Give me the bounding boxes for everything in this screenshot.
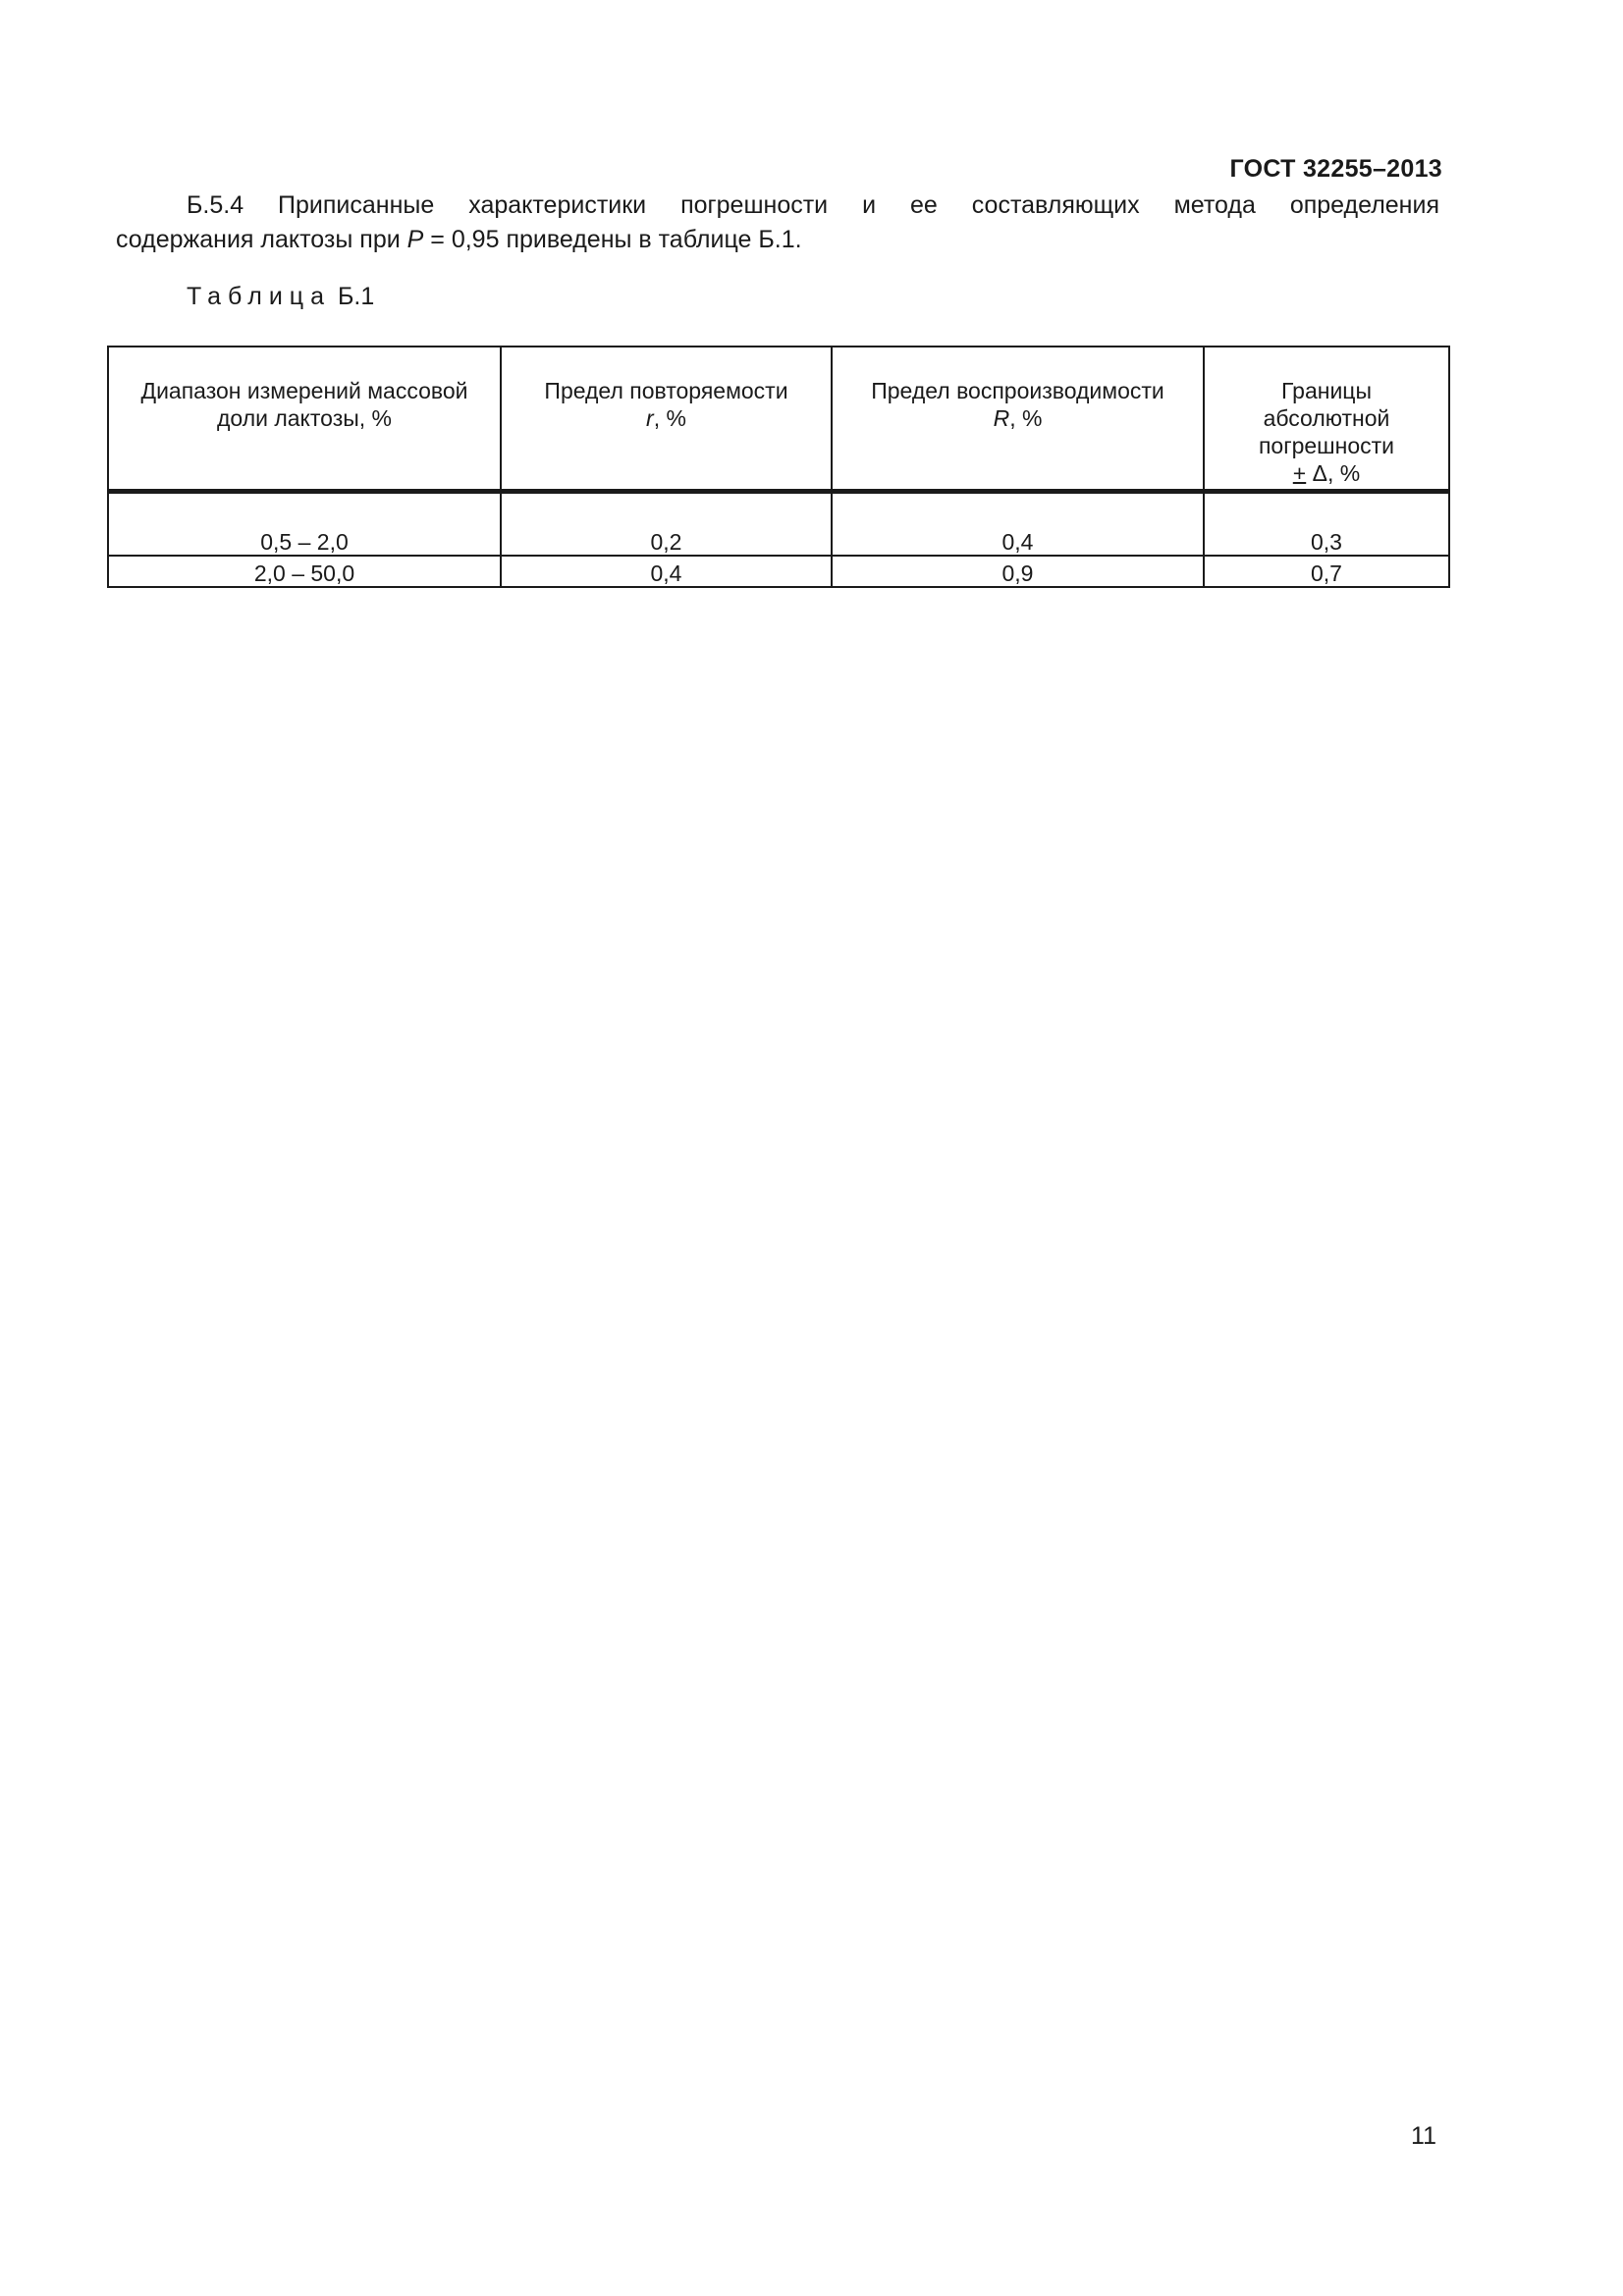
cell-reproducibility: 0,4 (832, 492, 1204, 557)
page-number: 11 (1411, 2122, 1436, 2150)
table-row (108, 556, 1449, 587)
paragraph-line-2-start: содержания лактозы при (116, 226, 407, 253)
table-caption-number: Б.1 (337, 283, 375, 310)
table-row (108, 492, 1449, 557)
cell-repeatability: 0,4 (501, 556, 832, 587)
cell-error-bound: 0,7 (1204, 556, 1449, 587)
cell-error-bound: 0,3 (1204, 492, 1449, 557)
paragraph-line-2-end: = 0,95 приведены в таблице Б.1. (423, 226, 802, 253)
standard-identifier: ГОСТ 32255–2013 (1229, 155, 1442, 183)
probability-variable: P (406, 226, 424, 253)
header-reproducibility-limit: Предел воспроизводимости R, % (832, 347, 1204, 492)
cell-range: 0,5 – 2,0 (108, 492, 501, 557)
header-repeatability-limit: Предел повторяемости r, % (501, 347, 832, 492)
header-measurement-range: Диапазон измерений массовой доли лактозы, % (108, 347, 501, 492)
error-characteristics-table (107, 346, 1450, 588)
table-header-row (108, 347, 1449, 492)
paragraph-line-1: Б.5.4 Приписанные характеристики погрешности и ее составляющих метода определения (187, 191, 1439, 219)
clause-paragraph (116, 188, 1439, 257)
table-caption-word: Таблица (187, 283, 332, 310)
cell-range: 2,0 – 50,0 (108, 556, 501, 587)
table-caption (187, 283, 374, 311)
header-absolute-error-bounds: Границы абсолютной погрешности + Δ, % (1204, 347, 1449, 492)
cell-repeatability: 0,2 (501, 492, 832, 557)
cell-reproducibility: 0,9 (832, 556, 1204, 587)
